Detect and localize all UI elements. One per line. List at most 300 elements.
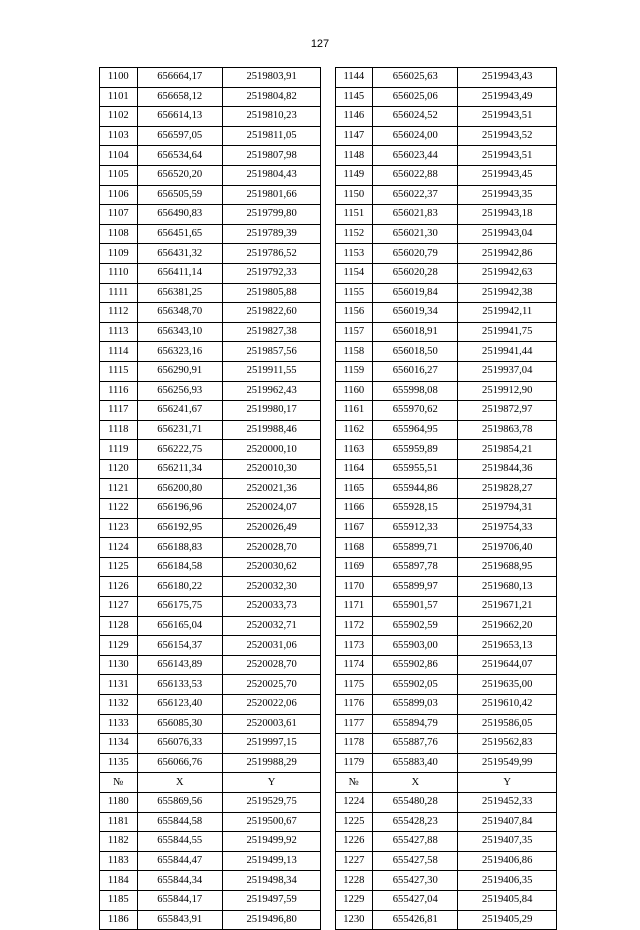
point-number-cell: 1123 bbox=[100, 518, 138, 538]
x-coordinate-cell: 656019,84 bbox=[373, 283, 458, 303]
y-coordinate-cell: 2520021,36 bbox=[222, 479, 321, 499]
y-coordinate-cell: 2519529,75 bbox=[222, 792, 321, 812]
table-row bbox=[100, 185, 557, 205]
x-coordinate-cell: 656018,91 bbox=[373, 322, 458, 342]
column-gap bbox=[321, 714, 335, 734]
y-coordinate-cell: 2519789,39 bbox=[222, 224, 321, 244]
y-coordinate-cell: 2519644,07 bbox=[458, 655, 557, 675]
y-coordinate-cell: 2520028,70 bbox=[222, 538, 321, 558]
column-gap bbox=[321, 871, 335, 891]
point-number-cell: 1230 bbox=[335, 910, 373, 930]
x-coordinate-cell: 656016,27 bbox=[373, 361, 458, 381]
x-coordinate-cell: 656597,05 bbox=[137, 126, 222, 146]
x-coordinate-cell: 656614,13 bbox=[137, 107, 222, 127]
y-coordinate-cell: 2519662,20 bbox=[458, 616, 557, 636]
column-gap bbox=[321, 303, 335, 323]
x-coordinate-cell: 655955,51 bbox=[373, 459, 458, 479]
column-gap bbox=[321, 283, 335, 303]
table-row bbox=[100, 695, 557, 715]
x-coordinate-cell: 656143,89 bbox=[137, 655, 222, 675]
point-number-cell: 1152 bbox=[335, 224, 373, 244]
y-coordinate-cell: 2519943,49 bbox=[458, 87, 557, 107]
table-row bbox=[100, 361, 557, 381]
table-row bbox=[100, 734, 557, 754]
y-coordinate-cell: 2519872,97 bbox=[458, 401, 557, 421]
column-gap bbox=[321, 910, 335, 930]
table-row bbox=[100, 812, 557, 832]
x-coordinate-cell: 655426,81 bbox=[373, 910, 458, 930]
point-number-cell: 1227 bbox=[335, 851, 373, 871]
column-gap bbox=[321, 577, 335, 597]
point-number-cell: 1168 bbox=[335, 538, 373, 558]
point-number-cell: 1174 bbox=[335, 655, 373, 675]
y-coordinate-cell: 2519799,80 bbox=[222, 205, 321, 225]
column-gap bbox=[321, 753, 335, 773]
x-coordinate-cell: 656022,88 bbox=[373, 165, 458, 185]
point-number-cell: 1156 bbox=[335, 303, 373, 323]
y-coordinate-cell: 2519407,35 bbox=[458, 832, 557, 852]
point-number-cell: 1151 bbox=[335, 205, 373, 225]
point-number-cell: 1134 bbox=[100, 734, 138, 754]
point-number-cell: 1121 bbox=[100, 479, 138, 499]
point-number-cell: 1225 bbox=[335, 812, 373, 832]
table-row bbox=[100, 68, 557, 88]
column-gap bbox=[321, 459, 335, 479]
point-number-cell: 1102 bbox=[100, 107, 138, 127]
coordinates-table-container bbox=[99, 67, 557, 930]
y-coordinate-cell: 2519804,43 bbox=[222, 165, 321, 185]
y-coordinate-cell: 2520028,70 bbox=[222, 655, 321, 675]
x-coordinate-cell: 655903,00 bbox=[373, 636, 458, 656]
x-coordinate-cell: 655887,76 bbox=[373, 734, 458, 754]
column-gap bbox=[321, 832, 335, 852]
y-coordinate-cell: 2519937,04 bbox=[458, 361, 557, 381]
point-number-cell: 1228 bbox=[335, 871, 373, 891]
x-coordinate-cell: 656184,58 bbox=[137, 557, 222, 577]
x-coordinate-cell: 655899,71 bbox=[373, 538, 458, 558]
column-gap bbox=[321, 342, 335, 362]
point-number-cell: 1164 bbox=[335, 459, 373, 479]
point-number-cell: 1153 bbox=[335, 244, 373, 264]
point-number-cell: 1145 bbox=[335, 87, 373, 107]
coordinates-table-body bbox=[100, 68, 557, 930]
point-number-cell: 1182 bbox=[100, 832, 138, 852]
column-gap bbox=[321, 68, 335, 88]
point-number-cell: 1100 bbox=[100, 68, 138, 88]
table-row bbox=[100, 440, 557, 460]
x-coordinate-cell: 655944,86 bbox=[373, 479, 458, 499]
header-x-cell: X bbox=[373, 773, 458, 793]
x-coordinate-cell: 656290,91 bbox=[137, 361, 222, 381]
table-row bbox=[100, 597, 557, 617]
y-coordinate-cell: 2519406,35 bbox=[458, 871, 557, 891]
y-coordinate-cell: 2519586,05 bbox=[458, 714, 557, 734]
x-coordinate-cell: 656018,50 bbox=[373, 342, 458, 362]
point-number-cell: 1181 bbox=[100, 812, 138, 832]
x-coordinate-cell: 656021,30 bbox=[373, 224, 458, 244]
table-row bbox=[100, 675, 557, 695]
point-number-cell: 1147 bbox=[335, 126, 373, 146]
x-coordinate-cell: 656025,06 bbox=[373, 87, 458, 107]
column-gap bbox=[321, 538, 335, 558]
y-coordinate-cell: 2520025,70 bbox=[222, 675, 321, 695]
point-number-cell: 1161 bbox=[335, 401, 373, 421]
y-coordinate-cell: 2519706,40 bbox=[458, 538, 557, 558]
x-coordinate-cell: 656256,93 bbox=[137, 381, 222, 401]
column-gap bbox=[321, 890, 335, 910]
point-number-cell: 1105 bbox=[100, 165, 138, 185]
y-coordinate-cell: 2519794,31 bbox=[458, 499, 557, 519]
y-coordinate-cell: 2519804,82 bbox=[222, 87, 321, 107]
point-number-cell: 1175 bbox=[335, 675, 373, 695]
x-coordinate-cell: 656200,80 bbox=[137, 479, 222, 499]
column-gap bbox=[321, 636, 335, 656]
y-coordinate-cell: 2519844,36 bbox=[458, 459, 557, 479]
point-number-cell: 1104 bbox=[100, 146, 138, 166]
x-coordinate-cell: 656175,75 bbox=[137, 597, 222, 617]
y-coordinate-cell: 2519549,99 bbox=[458, 753, 557, 773]
x-coordinate-cell: 655970,62 bbox=[373, 401, 458, 421]
table-row bbox=[100, 205, 557, 225]
point-number-cell: 1186 bbox=[100, 910, 138, 930]
point-number-cell: 1162 bbox=[335, 420, 373, 440]
y-coordinate-cell: 2519828,27 bbox=[458, 479, 557, 499]
table-row bbox=[100, 479, 557, 499]
table-row bbox=[100, 890, 557, 910]
table-row bbox=[100, 518, 557, 538]
x-coordinate-cell: 656241,67 bbox=[137, 401, 222, 421]
point-number-cell: 1113 bbox=[100, 322, 138, 342]
y-coordinate-cell: 2519807,98 bbox=[222, 146, 321, 166]
y-coordinate-cell: 2519635,00 bbox=[458, 675, 557, 695]
x-coordinate-cell: 655912,33 bbox=[373, 518, 458, 538]
y-coordinate-cell: 2519499,13 bbox=[222, 851, 321, 871]
y-coordinate-cell: 2519406,86 bbox=[458, 851, 557, 871]
point-number-cell: 1120 bbox=[100, 459, 138, 479]
y-coordinate-cell: 2519980,17 bbox=[222, 401, 321, 421]
table-row bbox=[100, 381, 557, 401]
table-row bbox=[100, 851, 557, 871]
x-coordinate-cell: 656451,65 bbox=[137, 224, 222, 244]
point-number-cell: 1135 bbox=[100, 753, 138, 773]
point-number-cell: 1132 bbox=[100, 695, 138, 715]
point-number-cell: 1133 bbox=[100, 714, 138, 734]
y-coordinate-cell: 2519500,67 bbox=[222, 812, 321, 832]
column-gap bbox=[321, 675, 335, 695]
x-coordinate-cell: 655902,86 bbox=[373, 655, 458, 675]
column-gap bbox=[321, 185, 335, 205]
x-coordinate-cell: 656021,83 bbox=[373, 205, 458, 225]
y-coordinate-cell: 2519943,51 bbox=[458, 107, 557, 127]
y-coordinate-cell: 2519688,95 bbox=[458, 557, 557, 577]
y-coordinate-cell: 2520024,07 bbox=[222, 499, 321, 519]
x-coordinate-cell: 656066,76 bbox=[137, 753, 222, 773]
x-coordinate-cell: 655480,28 bbox=[373, 792, 458, 812]
y-coordinate-cell: 2519405,29 bbox=[458, 910, 557, 930]
column-gap bbox=[321, 263, 335, 283]
y-coordinate-cell: 2519680,13 bbox=[458, 577, 557, 597]
x-coordinate-cell: 655427,58 bbox=[373, 851, 458, 871]
table-row bbox=[100, 224, 557, 244]
table-row bbox=[100, 401, 557, 421]
column-gap bbox=[321, 557, 335, 577]
table-row bbox=[100, 832, 557, 852]
y-coordinate-cell: 2519405,84 bbox=[458, 890, 557, 910]
x-coordinate-cell: 656123,40 bbox=[137, 695, 222, 715]
table-row bbox=[100, 283, 557, 303]
header-y-cell: Y bbox=[458, 773, 557, 793]
point-number-cell: 1101 bbox=[100, 87, 138, 107]
y-coordinate-cell: 2519407,84 bbox=[458, 812, 557, 832]
x-coordinate-cell: 656022,37 bbox=[373, 185, 458, 205]
point-number-cell: 1150 bbox=[335, 185, 373, 205]
column-gap bbox=[321, 107, 335, 127]
column-gap bbox=[321, 812, 335, 832]
y-coordinate-cell: 2520022,06 bbox=[222, 695, 321, 715]
page-number: 127 bbox=[310, 38, 330, 50]
point-number-cell: 1117 bbox=[100, 401, 138, 421]
column-gap bbox=[321, 361, 335, 381]
x-coordinate-cell: 656076,33 bbox=[137, 734, 222, 754]
y-coordinate-cell: 2519863,78 bbox=[458, 420, 557, 440]
x-coordinate-cell: 656348,70 bbox=[137, 303, 222, 323]
point-number-cell: 1122 bbox=[100, 499, 138, 519]
x-coordinate-cell: 655998,08 bbox=[373, 381, 458, 401]
point-number-cell: 1183 bbox=[100, 851, 138, 871]
x-coordinate-cell: 655843,91 bbox=[137, 910, 222, 930]
y-coordinate-cell: 2519610,42 bbox=[458, 695, 557, 715]
x-coordinate-cell: 656231,71 bbox=[137, 420, 222, 440]
point-number-cell: 1154 bbox=[335, 263, 373, 283]
y-coordinate-cell: 2520003,61 bbox=[222, 714, 321, 734]
y-coordinate-cell: 2519857,56 bbox=[222, 342, 321, 362]
y-coordinate-cell: 2520033,73 bbox=[222, 597, 321, 617]
point-number-cell: 1119 bbox=[100, 440, 138, 460]
y-coordinate-cell: 2519962,43 bbox=[222, 381, 321, 401]
table-row bbox=[100, 499, 557, 519]
x-coordinate-cell: 656020,79 bbox=[373, 244, 458, 264]
table-row bbox=[100, 126, 557, 146]
table-row bbox=[100, 616, 557, 636]
column-gap bbox=[321, 734, 335, 754]
point-number-cell: 1166 bbox=[335, 499, 373, 519]
point-number-cell: 1127 bbox=[100, 597, 138, 617]
point-number-cell: 1229 bbox=[335, 890, 373, 910]
y-coordinate-cell: 2519912,90 bbox=[458, 381, 557, 401]
y-coordinate-cell: 2519854,21 bbox=[458, 440, 557, 460]
column-gap bbox=[321, 381, 335, 401]
table-row bbox=[100, 557, 557, 577]
table-header-row bbox=[100, 773, 557, 793]
table-row bbox=[100, 577, 557, 597]
point-number-cell: 1118 bbox=[100, 420, 138, 440]
point-number-cell: 1159 bbox=[335, 361, 373, 381]
y-coordinate-cell: 2519822,60 bbox=[222, 303, 321, 323]
point-number-cell: 1160 bbox=[335, 381, 373, 401]
point-number-cell: 1107 bbox=[100, 205, 138, 225]
point-number-cell: 1126 bbox=[100, 577, 138, 597]
x-coordinate-cell: 655844,58 bbox=[137, 812, 222, 832]
column-gap bbox=[321, 597, 335, 617]
column-gap bbox=[321, 165, 335, 185]
point-number-cell: 1114 bbox=[100, 342, 138, 362]
point-number-cell: 1130 bbox=[100, 655, 138, 675]
x-coordinate-cell: 655902,59 bbox=[373, 616, 458, 636]
y-coordinate-cell: 2519827,38 bbox=[222, 322, 321, 342]
column-gap bbox=[321, 205, 335, 225]
x-coordinate-cell: 656154,37 bbox=[137, 636, 222, 656]
point-number-cell: 1224 bbox=[335, 792, 373, 812]
point-number-cell: 1149 bbox=[335, 165, 373, 185]
x-coordinate-cell: 656411,14 bbox=[137, 263, 222, 283]
x-coordinate-cell: 656025,63 bbox=[373, 68, 458, 88]
point-number-cell: 1158 bbox=[335, 342, 373, 362]
x-coordinate-cell: 656490,83 bbox=[137, 205, 222, 225]
x-coordinate-cell: 656222,75 bbox=[137, 440, 222, 460]
point-number-cell: 1108 bbox=[100, 224, 138, 244]
point-number-cell: 1170 bbox=[335, 577, 373, 597]
y-coordinate-cell: 2519942,11 bbox=[458, 303, 557, 323]
x-coordinate-cell: 656024,00 bbox=[373, 126, 458, 146]
x-coordinate-cell: 655427,04 bbox=[373, 890, 458, 910]
column-gap bbox=[321, 87, 335, 107]
x-coordinate-cell: 655894,79 bbox=[373, 714, 458, 734]
x-coordinate-cell: 655844,55 bbox=[137, 832, 222, 852]
table-row bbox=[100, 263, 557, 283]
y-coordinate-cell: 2519786,52 bbox=[222, 244, 321, 264]
y-coordinate-cell: 2519810,23 bbox=[222, 107, 321, 127]
column-gap bbox=[321, 420, 335, 440]
column-gap bbox=[321, 146, 335, 166]
table-row bbox=[100, 342, 557, 362]
y-coordinate-cell: 2519801,66 bbox=[222, 185, 321, 205]
table-row bbox=[100, 910, 557, 930]
x-coordinate-cell: 656658,12 bbox=[137, 87, 222, 107]
table-row bbox=[100, 322, 557, 342]
x-coordinate-cell: 655844,34 bbox=[137, 871, 222, 891]
y-coordinate-cell: 2519997,15 bbox=[222, 734, 321, 754]
y-coordinate-cell: 2519562,83 bbox=[458, 734, 557, 754]
point-number-cell: 1110 bbox=[100, 263, 138, 283]
table-row bbox=[100, 753, 557, 773]
point-number-cell: 1178 bbox=[335, 734, 373, 754]
point-number-cell: 1185 bbox=[100, 890, 138, 910]
y-coordinate-cell: 2520031,06 bbox=[222, 636, 321, 656]
table-row bbox=[100, 87, 557, 107]
y-coordinate-cell: 2519499,92 bbox=[222, 832, 321, 852]
header-y-cell: Y bbox=[222, 773, 321, 793]
x-coordinate-cell: 656196,96 bbox=[137, 499, 222, 519]
column-gap bbox=[321, 773, 335, 793]
column-gap bbox=[321, 401, 335, 421]
y-coordinate-cell: 2519653,13 bbox=[458, 636, 557, 656]
x-coordinate-cell: 656505,59 bbox=[137, 185, 222, 205]
table-row bbox=[100, 655, 557, 675]
column-gap bbox=[321, 851, 335, 871]
x-coordinate-cell: 656180,22 bbox=[137, 577, 222, 597]
point-number-cell: 1184 bbox=[100, 871, 138, 891]
x-coordinate-cell: 656534,64 bbox=[137, 146, 222, 166]
x-coordinate-cell: 656024,52 bbox=[373, 107, 458, 127]
x-coordinate-cell: 655964,95 bbox=[373, 420, 458, 440]
point-number-cell: 1146 bbox=[335, 107, 373, 127]
point-number-cell: 1125 bbox=[100, 557, 138, 577]
x-coordinate-cell: 656323,16 bbox=[137, 342, 222, 362]
x-coordinate-cell: 655959,89 bbox=[373, 440, 458, 460]
table-row bbox=[100, 107, 557, 127]
y-coordinate-cell: 2519671,21 bbox=[458, 597, 557, 617]
x-coordinate-cell: 655902,05 bbox=[373, 675, 458, 695]
x-coordinate-cell: 656133,53 bbox=[137, 675, 222, 695]
point-number-cell: 1106 bbox=[100, 185, 138, 205]
table-row bbox=[100, 420, 557, 440]
x-coordinate-cell: 656188,83 bbox=[137, 538, 222, 558]
y-coordinate-cell: 2520032,30 bbox=[222, 577, 321, 597]
y-coordinate-cell: 2519805,88 bbox=[222, 283, 321, 303]
y-coordinate-cell: 2520032,71 bbox=[222, 616, 321, 636]
x-coordinate-cell: 655844,47 bbox=[137, 851, 222, 871]
table-row bbox=[100, 244, 557, 264]
column-gap bbox=[321, 244, 335, 264]
point-number-cell: 1177 bbox=[335, 714, 373, 734]
y-coordinate-cell: 2519498,34 bbox=[222, 871, 321, 891]
y-coordinate-cell: 2519496,80 bbox=[222, 910, 321, 930]
point-number-cell: 1129 bbox=[100, 636, 138, 656]
x-coordinate-cell: 655897,78 bbox=[373, 557, 458, 577]
column-gap bbox=[321, 499, 335, 519]
x-coordinate-cell: 656343,10 bbox=[137, 322, 222, 342]
point-number-cell: 1226 bbox=[335, 832, 373, 852]
column-gap bbox=[321, 440, 335, 460]
column-gap bbox=[321, 322, 335, 342]
point-number-cell: 1176 bbox=[335, 695, 373, 715]
point-number-cell: 1111 bbox=[100, 283, 138, 303]
point-number-cell: 1112 bbox=[100, 303, 138, 323]
point-number-cell: 1180 bbox=[100, 792, 138, 812]
point-number-cell: 1128 bbox=[100, 616, 138, 636]
x-coordinate-cell: 656381,25 bbox=[137, 283, 222, 303]
column-gap bbox=[321, 616, 335, 636]
x-coordinate-cell: 656192,95 bbox=[137, 518, 222, 538]
column-gap bbox=[321, 655, 335, 675]
coordinates-table bbox=[99, 67, 557, 930]
point-number-cell: 1167 bbox=[335, 518, 373, 538]
column-gap bbox=[321, 479, 335, 499]
point-number-cell: 1103 bbox=[100, 126, 138, 146]
x-coordinate-cell: 656431,32 bbox=[137, 244, 222, 264]
y-coordinate-cell: 2520026,49 bbox=[222, 518, 321, 538]
column-gap bbox=[321, 792, 335, 812]
x-coordinate-cell: 655899,03 bbox=[373, 695, 458, 715]
column-gap bbox=[321, 126, 335, 146]
table-row bbox=[100, 714, 557, 734]
x-coordinate-cell: 655844,17 bbox=[137, 890, 222, 910]
point-number-cell: 1172 bbox=[335, 616, 373, 636]
y-coordinate-cell: 2519988,29 bbox=[222, 753, 321, 773]
header-number-cell: № bbox=[100, 773, 138, 793]
y-coordinate-cell: 2519911,55 bbox=[222, 361, 321, 381]
y-coordinate-cell: 2519943,43 bbox=[458, 68, 557, 88]
table-row bbox=[100, 636, 557, 656]
point-number-cell: 1171 bbox=[335, 597, 373, 617]
y-coordinate-cell: 2519942,38 bbox=[458, 283, 557, 303]
table-row bbox=[100, 165, 557, 185]
table-row bbox=[100, 792, 557, 812]
x-coordinate-cell: 655928,15 bbox=[373, 499, 458, 519]
x-coordinate-cell: 655899,97 bbox=[373, 577, 458, 597]
y-coordinate-cell: 2519943,18 bbox=[458, 205, 557, 225]
column-gap bbox=[321, 695, 335, 715]
